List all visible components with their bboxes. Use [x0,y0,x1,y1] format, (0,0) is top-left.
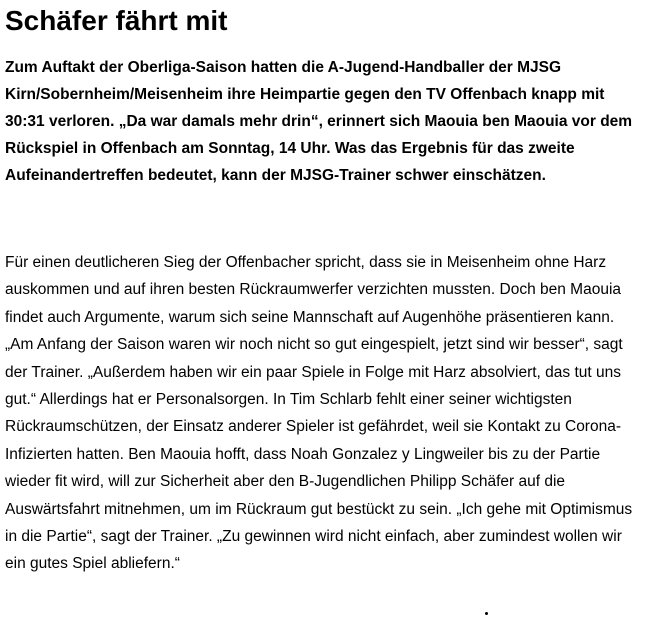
stray-dot-mark [485,612,488,615]
article-headline: Schäfer fährt mit [5,5,228,36]
article-lead: Zum Auftakt der Oberliga-Saison hatten die A-Jugend-Handballer der MJSG Kirn/Sobernheim/Meisenheim ihre Heimpartie gegen den TV Offenbach knapp mit 30:31 verloren. „Da war damals mehr drin“, erinnert sich Maouia ben Maouia vor dem Rückspiel in Offenbach am Sonntag, 14 Uhr. Was das Ergebnis für das zweite Aufeinandertreffen bedeutet, kann der MJSG-Trainer schwer einschätzen. [5,59,633,184]
article-body: Für einen deutlicheren Sieg der Offenbacher spricht, dass sie in Meisenheim ohne Harz auskommen und auf ihren besten Rückraumwerfer verzichten mussten. Doch ben Maouia findet auch Argumente, warum sich seine Mannschaft auf Augenhöhe präsentieren kann. „Am Anfang der Saison waren wir noch nicht so gut eingespielt, jetzt sind wir besser“, sagt der Trainer. „Außerdem haben wir ein paar Spiele in Folge mit Harz absolviert, das tut uns gut.“ Allerdings hat er Personalsorgen. In Tim Schlarb fehlt einer seiner wichtigsten Rückraumschützen, der Einsatz anderer Spieler ist gefährdet, weil sie Kontakt zu Corona-Infizierten hatten. Ben Maouia hofft, dass Noah Gonzalez y Lingweiler bis zu der Partie wieder fit wird, will zur Sicherheit aber den B-Jugendlichen Philipp Schäfer auf die Auswärtsfahrt mitnehmen, um im Rückraum gut bestückt zu sein. „Ich gehe mit Optimismus in die Partie“, sagt der Trainer. „Zu gewinnen wird nicht einfach, aber zumindest wollen wir ein gutes Spiel abliefern.“ [5,254,633,573]
article [5,0,645,578]
